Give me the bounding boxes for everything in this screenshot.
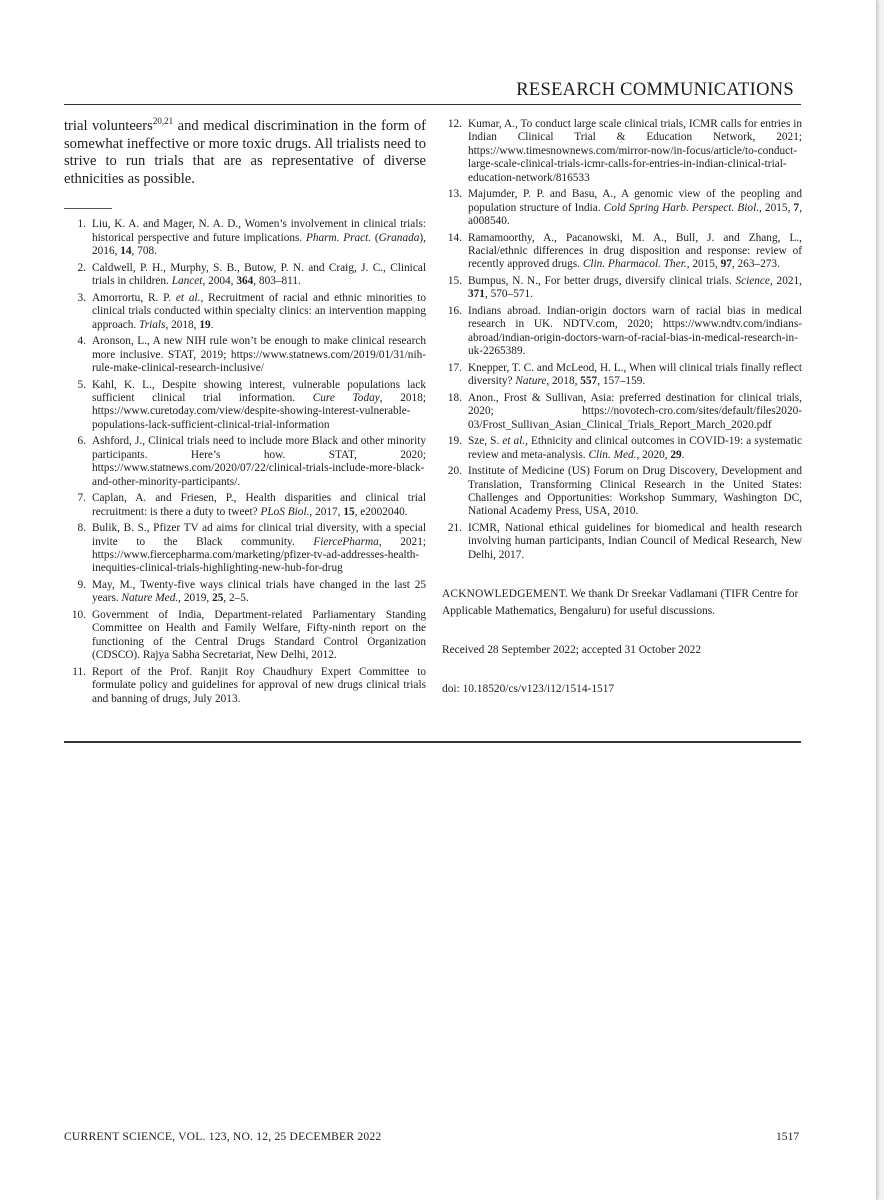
reference-text: [92, 435, 426, 489]
reference-item: [64, 379, 426, 433]
reference-segment: Government of India, Department-related Parliamentary Standing Committee on Health and Family Welfare, Fifty-ninth report on the functioning of the Central Drugs Standard Control Organization (CDSCO). Rajya Sabha Secretariat, New Delhi, 2012.: [92, 609, 426, 662]
reference-bold: 19: [199, 318, 211, 331]
doi: doi: 10.18520/cs/v123/i12/1514-1517: [442, 682, 615, 695]
reference-text: [92, 292, 426, 332]
acknowledgement-text: We thank Dr Sreekar Vadlamani (TIFR Centre for Applicable Mathematics, Bengaluru) for useful discussions.: [442, 588, 799, 618]
reference-italic: Nature: [515, 375, 547, 388]
reference-segment: , 157–159.: [597, 375, 646, 388]
reference-bold: 25: [212, 592, 224, 605]
reference-segment: , 2017,: [309, 505, 344, 518]
reference-segment: , 2019,: [178, 592, 213, 605]
reference-italic: Clin. Med.: [588, 448, 637, 461]
reference-italic: et al.: [175, 291, 201, 304]
reference-segment: , a008540.: [468, 201, 803, 228]
reference-text: [468, 465, 802, 519]
reference-bold: 15: [343, 505, 355, 518]
reference-number: 19.: [447, 435, 462, 448]
reference-italic: PLoS Biol.: [260, 505, 310, 518]
reference-segment: May, M., Twenty-five ways clinical trials have changed in the last 25 years.: [92, 579, 426, 605]
reference-text: [468, 188, 802, 228]
reference-segment: , 2015,: [686, 258, 721, 271]
reference-segment: .: [210, 318, 214, 331]
lead-paragraph: [64, 118, 426, 188]
reference-segment: Caplan, A. and Friesen, P., Health disparities and clinical trial recruitment: is there a duty to tweet?: [92, 492, 426, 518]
reference-segment: Liu, K. A. and Mager, N. A. D., Women’s involvement in clinical trials: historical perspective and future implications.: [92, 218, 426, 244]
reference-segment: Institute of Medicine (US) Forum on Drug Discovery, Development and Translation, Transforming Clinical Research in the United States: Challenges and Opportunities: Workshop Summary, Washington DC, National Academy Press, USA, 2010.: [468, 465, 802, 518]
reference-italic: et al.: [502, 435, 526, 448]
reference-item: [64, 666, 426, 706]
reference-segment: Bulik, B. S., Pfizer TV ad aims for clinical trial diversity, with a special invite to the Black community.: [92, 522, 426, 548]
reference-bold: 557: [580, 375, 598, 388]
reference-number: 10.: [71, 609, 86, 622]
reference-segment: , 2020,: [636, 448, 671, 461]
reference-italic: Lancet: [171, 275, 203, 288]
reference-segment: Sze, S.: [468, 435, 503, 448]
reference-number: 16.: [447, 305, 462, 318]
reference-item: [442, 435, 802, 462]
reference-segment: Kumar, A., To conduct large scale clinical trials, ICMR calls for entries in Indian Clinical Trial & Education Network, 2021; https://www.timesnownews.com/mirror-now/in-focus/article/to-conduct-large-scale-clinical-trials-icmr-calls-for-entries-in-indian-clinical-trial-education-network/816533: [468, 118, 802, 184]
reference-text: [92, 522, 426, 576]
reference-item: [64, 579, 426, 606]
right-column: [442, 118, 802, 696]
reference-segment: Ramamoorthy, A., Pacanowski, M. A., Bull, J. and Zhang, L., Racial/ethnic differences in drug disposition and response: review of recently approved drugs.: [468, 231, 802, 271]
reference-segment: , Recruitment of racial and ethnic minorities to clinical trials conducted within specialty clinics: an intervention mapping approach.: [92, 291, 427, 331]
lead-text-before: trial volunteers: [64, 118, 153, 134]
reference-segment: Amorrortu, R. P.: [92, 291, 176, 304]
reference-segment: , 803–811.: [253, 275, 301, 288]
acknowledgement-heading: ACKNOWLEDGEMENT.: [442, 588, 569, 601]
reference-number: 5.: [77, 378, 86, 391]
reference-number: 13.: [447, 188, 462, 201]
reference-segment: ICMR, National ethical guidelines for biomedical and health research involving human participants, Indian Council of Medical Research, New Delhi, 2017.: [468, 522, 802, 561]
reference-text: [92, 218, 426, 258]
reference-segment: Anon., Frost & Sullivan, Asia: preferred destination for clinical trials, 2020; https://novotech-cro.com/sites/default/files2020-03/Frost_Sullivan_Asian_Clinical_Trials_Report_March_2020.pdf: [468, 391, 802, 431]
reference-text: [468, 435, 802, 462]
reference-italic: Science: [735, 275, 770, 288]
reference-italic: Cold Spring Harb. Perspect. Biol.: [603, 201, 760, 214]
reference-segment: , 263–273.: [731, 258, 780, 271]
reference-item: [442, 465, 802, 519]
reference-number: 20.: [447, 465, 462, 478]
reference-bold: 7: [793, 201, 800, 214]
reference-text: [468, 522, 802, 562]
reference-segment: , Ethnicity and clinical outcomes in COVID-19: a systematic review and meta-analysis.: [468, 435, 802, 461]
reference-item: [64, 435, 426, 489]
reference-segment: , 708.: [131, 245, 157, 258]
reference-italic: Granada: [378, 231, 420, 244]
reference-text: [468, 305, 802, 359]
reference-text: [468, 392, 802, 432]
reference-bold: 97: [720, 258, 732, 271]
reference-number: 2.: [77, 261, 86, 274]
reference-segment: , 2021,: [769, 275, 802, 288]
reference-text: [468, 275, 802, 302]
reference-italic: Clin. Pharmacol. Ther.: [582, 258, 687, 271]
reference-item: [64, 218, 426, 258]
reference-number: 8.: [77, 522, 86, 535]
reference-segment: Indians abroad. Indian-origin doctors warn of racial bias in medical research in UK. NDTV.com, 2020; https://www.ndtv.com/indians-abroad/indian-origin-doctors-warn-of-racial-bias-in-medical-research-in-uk-2265389.: [468, 305, 802, 358]
received-dates: Received 28 September 2022; accepted 31 October 2022: [442, 644, 702, 657]
reference-number: 18.: [447, 391, 462, 404]
reference-bold: 371: [468, 288, 485, 301]
reference-text: [468, 232, 802, 272]
reference-segment: , 2004,: [202, 275, 237, 288]
reference-item: [64, 262, 426, 289]
reference-item: [442, 275, 802, 302]
reference-italic: Trials: [139, 318, 166, 331]
reference-segment: Kahl, K. L., Despite showing interest, vulnerable populations lack sufficient clinical trial information.: [92, 378, 426, 404]
reference-segment: , 2018,: [546, 375, 581, 388]
reference-item: [442, 232, 802, 272]
footer-page-number: 1517: [776, 1130, 800, 1143]
reference-segment: ), 2016,: [92, 231, 426, 258]
reference-number: 21.: [447, 522, 462, 535]
reference-segment: .: [681, 448, 685, 461]
reference-item: [64, 609, 426, 663]
references-list-left: [64, 218, 426, 706]
acknowledgement: [442, 586, 802, 620]
reference-segment: (: [371, 231, 379, 244]
reference-segment: Ashford, J., Clinical trials need to include more Black and other minority participants. Here’s how. STAT, 2020; https://www.statnews.com/2020/07/22/clinical-trials-include-more-black-and-other-minority-participants/.: [92, 435, 426, 488]
reference-item: [442, 188, 802, 228]
left-column: [64, 118, 426, 709]
reference-segment: Majumder, P. P. and Basu, A., A genomic view of the peopling and population structure of India.: [468, 188, 802, 214]
reference-text: [92, 262, 426, 289]
reference-segment: , 2018,: [165, 318, 200, 331]
reference-segment: Bumpus, N. N., For better drugs, diversify clinical trials.: [468, 275, 736, 288]
reference-italic: Cure Today: [312, 392, 380, 404]
reference-text: [92, 579, 426, 606]
reference-italic: Nature Med.: [121, 592, 179, 605]
reference-number: 15.: [447, 275, 462, 288]
reference-item: [442, 118, 802, 185]
reference-text: [92, 335, 426, 375]
reference-number: 9.: [77, 579, 86, 592]
reference-text: [92, 666, 426, 706]
reference-segment: , 2015,: [759, 201, 794, 214]
bottom-rule: [64, 741, 801, 743]
reference-segment: , e2002040.: [354, 505, 408, 518]
reference-number: 3.: [77, 291, 86, 304]
reference-segment: Aronson, L., A new NIH rule won’t be enough to make clinical research more inclusive. STAT, 2019; https://www.statnews.com/2019/01/31/nih-rule-make-clinical-research-inclusive/: [92, 335, 426, 374]
reference-item: [442, 362, 802, 389]
references-rule: [64, 208, 112, 209]
reference-segment: Caldwell, P. H., Murphy, S. B., Butow, P. N. and Craig, J. C., Clinical trials in children.: [92, 261, 426, 288]
reference-item: [64, 292, 426, 332]
reference-item: [64, 492, 426, 519]
reference-item: [442, 522, 802, 562]
reference-item: [64, 522, 426, 576]
reference-segment: , 2–5.: [223, 592, 249, 605]
reference-item: [442, 305, 802, 359]
reference-segment: Knepper, T. C. and McLeod, H. L., When will clinical trials finally reflect diversity?: [468, 361, 802, 388]
reference-text: [468, 362, 802, 389]
reference-number: 14.: [447, 231, 462, 244]
references-list-right: [442, 118, 802, 562]
reference-segment: , 2018; https://www.curetoday.com/view/despite-showing-interest-vulnerable-populations-lack-sufficient-clinical-trial-information: [92, 392, 426, 431]
footer-journal: CURRENT SCIENCE, VOL. 123, NO. 12, 25 DECEMBER 2022: [64, 1130, 382, 1143]
lead-citation-superscript: 20,21: [152, 116, 174, 127]
reference-text: [92, 609, 426, 663]
reference-number: 6.: [77, 435, 86, 448]
lead-text-after: and medical discrimination in the form of somewhat ineffective or more toxic drugs. All trialists need to strive to run trials that are as representative of diverse ethnicities as possible.: [64, 118, 427, 187]
reference-number: 11.: [72, 665, 86, 678]
reference-item: [64, 335, 426, 375]
reference-text: [92, 379, 426, 433]
reference-item: [442, 392, 802, 432]
reference-number: 1.: [77, 218, 86, 231]
reference-number: 17.: [447, 361, 462, 374]
reference-number: 12.: [447, 118, 462, 130]
reference-number: 4.: [77, 335, 86, 348]
reference-segment: , 2021; https://www.fiercepharma.com/marketing/pfizer-tv-ad-addresses-health-inequities-clinical-trials-highlighting-new-hub-for-drug: [92, 535, 426, 575]
reference-italic: FiercePharma: [313, 535, 379, 548]
section-header: RESEARCH COMMUNICATIONS: [516, 80, 794, 100]
reference-italic: Pharm. Pract.: [305, 231, 372, 244]
reference-segment: , 570–571.: [484, 288, 533, 301]
reference-bold: 364: [236, 275, 254, 288]
header-rule: [64, 104, 801, 105]
reference-bold: 14: [120, 245, 132, 258]
reference-bold: 29: [670, 448, 682, 461]
reference-text: [468, 118, 802, 185]
reference-segment: Report of the Prof. Ranjit Roy Chaudhury Expert Committee to formulate policy and guidelines for approval of new drugs clinical trials and banning of drugs, July 2013.: [92, 665, 426, 705]
reference-number: 7.: [77, 492, 86, 505]
reference-text: [92, 492, 426, 519]
